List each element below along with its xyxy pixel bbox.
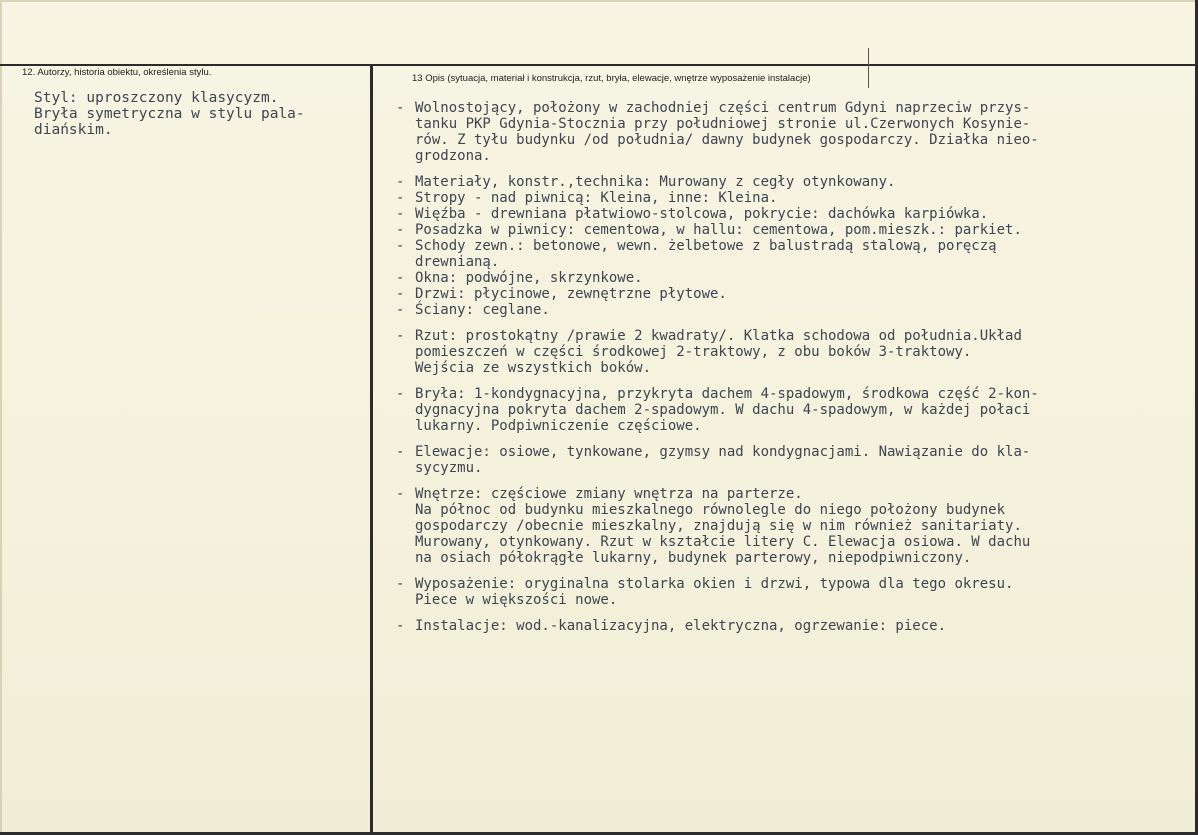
entry-installations: - Instalacje: wod.-kanalizacyjna, elektryczna, ogrzewanie: piece. [396, 618, 947, 634]
entry-location: - Wolnostojący, położony w zachodniej części centrum Gdyni naprzeciw przys- tanku PKP Gdynia-Stocznia przy południowej stronie ul.Czerwonych Kosynie- rów. Z tyłu budynku /od południa/ dawny budynek gospodarczy. Działka nieo- grodzona. [396, 100, 1039, 164]
header-rule [0, 64, 1198, 66]
entry-interior: - Wnętrze: częściowe zmiany wnętrza na parterze. [396, 486, 803, 502]
entry-roof-truss: - Więźba - drewniana płatwiowo-stolcowa, pokrycie: dachówka karpiówka. [396, 206, 989, 222]
field-tick-mark [868, 48, 869, 88]
entry-windows: - Okna: podwójne, skrzynkowe. [396, 270, 643, 286]
entry-floors: - Posadzka w piwnicy: cementowa, w hallu: cementowa, pom.mieszk.: parkiet. [396, 222, 1022, 238]
section-13-header: 13 Opis (sytuacja, materiał i konstrukcja, rzut, bryła, elewacje, wnętrze wyposażenie instalacje) [412, 73, 811, 84]
style-notes: Styl: uproszczony klasycyzm. Bryła symetryczna w stylu pala- diańskim. [34, 90, 305, 138]
entry-stairs: - Schody zewn.: betonowe, wewn. żelbetowe z balustradą stalową, poręczą drewnianą. [396, 238, 997, 270]
entry-materials: - Materiały, konstr.,technika: Murowany z cegły otynkowany. [396, 174, 896, 190]
entry-furnishings: - Wyposażenie: oryginalna stolarka okien i drzwi, typowa dla tego okresu. Piece w większości nowe. [396, 576, 1014, 608]
section-12-header: 12. Autorzy, historia obiektu, określenia stylu. [22, 67, 212, 78]
outbuilding-note: Na północ od budynku mieszkalnego równolegle do niego położony budynek gospodarczy /obecnie mieszkalny, znajdują się w nim również sanitariaty. Murowany, otynkowany. Rzut w kształcie litery C. Elewacja osiowa. W dachu na osiach półokrągłe lukarny, budynek parterowy, niepodpiwniczony. [415, 502, 1031, 566]
entry-massing: - Bryła: 1-kondygnacyjna, przykryta dachem 4-spadowym, środkowa część 2-kon- dygnacyjna pokryta dachem 2-spadowym. W dachu 4-spadowym, w każdej połaci lukarny. Podpiwniczenie częściowe. [396, 386, 1039, 434]
entry-walls: - Ściany: ceglane. [396, 302, 550, 318]
entry-elevations: - Elewacje: osiowe, tynkowane, gzymsy nad kondygnacjami. Nawiązanie do kla- sycyzmu. [396, 444, 1031, 476]
entry-ceilings: - Stropy - nad piwnicą: Kleina, inne: Kleina. [396, 190, 778, 206]
entry-doors: - Drzwi: płycinowe, zewnętrzne płytowe. [396, 286, 727, 302]
entry-plan: - Rzut: prostokątny /prawie 2 kwadraty/. Klatka schodowa od południa.Układ pomieszczeń w części środkowej 2-traktowy, z obu boków 3-traktowy. Wejścia ze wszystkich boków. [396, 328, 1022, 376]
column-divider [370, 66, 373, 835]
description-list [396, 100, 1186, 644]
